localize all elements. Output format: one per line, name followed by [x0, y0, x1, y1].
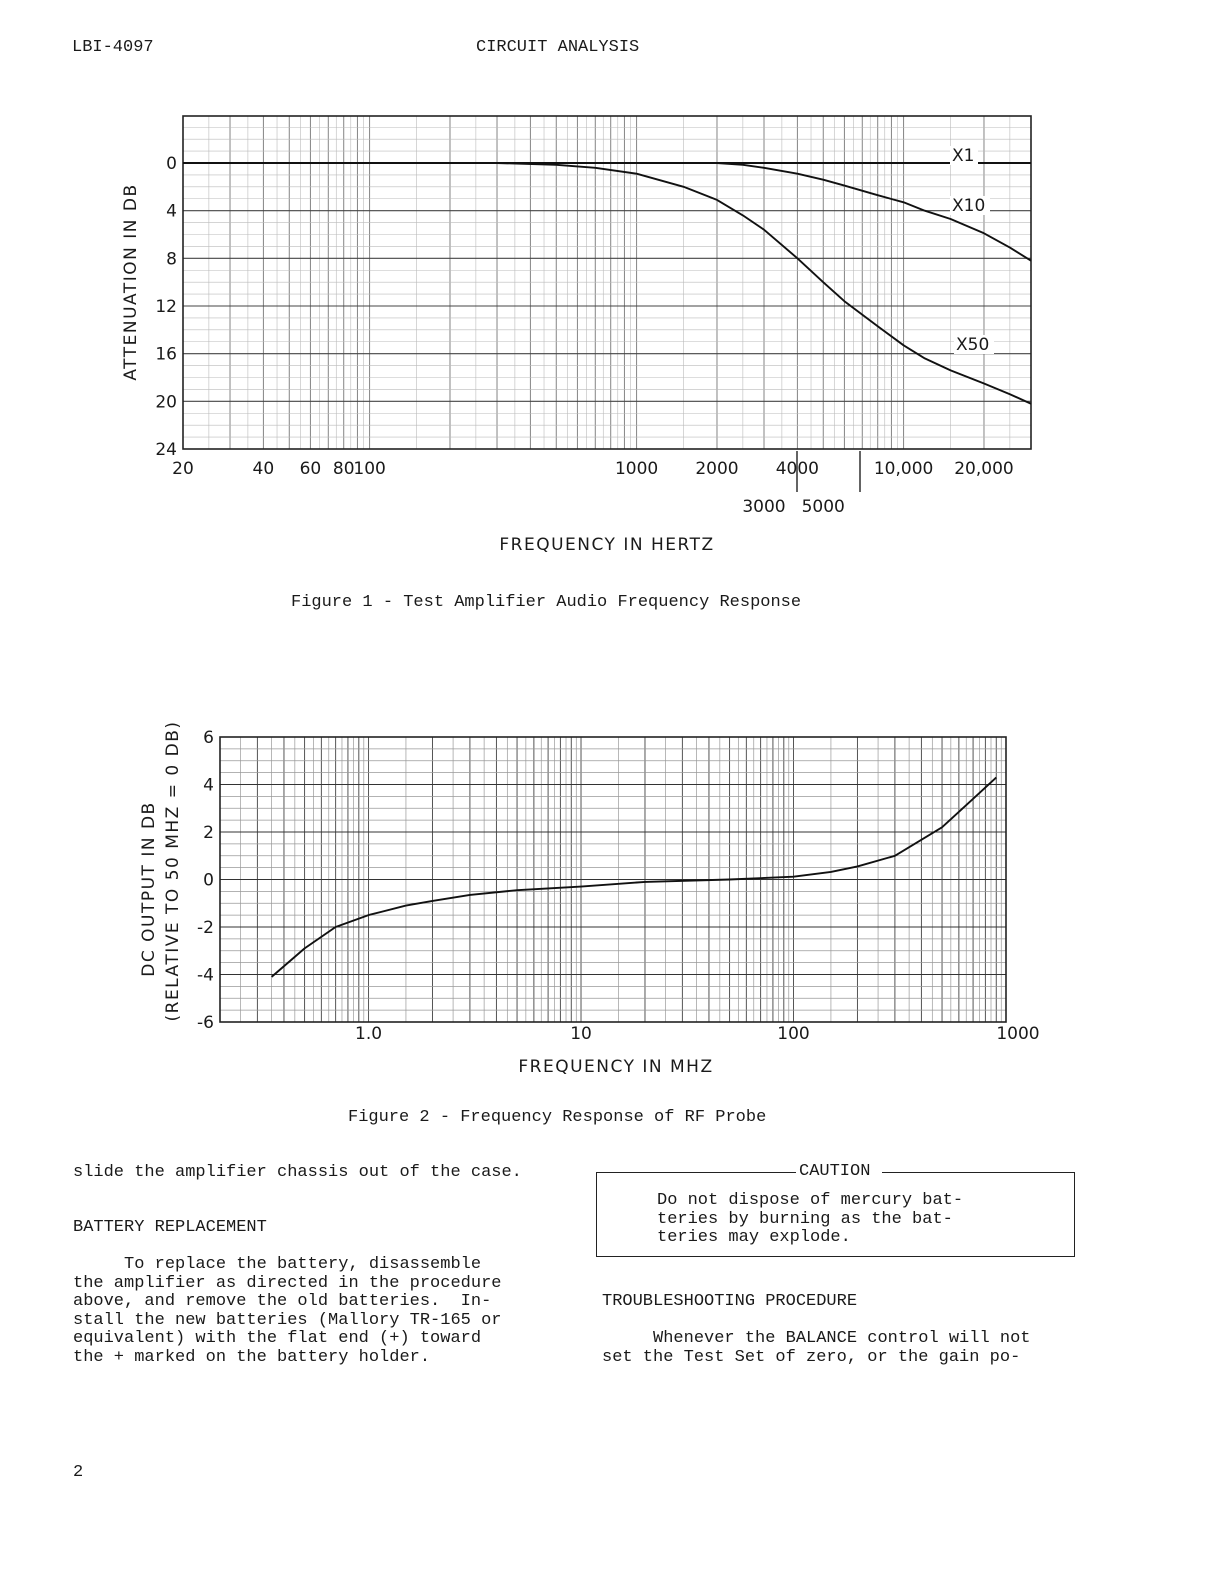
battery-replacement-paragraph: To replace the battery, disassemble the amplifier as directed in the procedure above, and remove the old batteries. In- stall the new batteries (Mallory TR-165 or equivalent) with the flat end (+) toward the + marked on the battery holder. [73, 1255, 502, 1367]
figure1-y-tick-label: 20 [155, 392, 177, 413]
troubleshooting-heading: TROUBLESHOOTING PROCEDURE [602, 1292, 858, 1311]
figure1-x-tick-label: 20 [172, 459, 194, 479]
figure1-y-tick-label: 24 [155, 440, 177, 460]
figure1-x-tick-label: 100 [353, 459, 386, 479]
troubleshooting-paragraph: Whenever the BALANCE control will not set the Test Set of zero, or the gain po- [602, 1329, 1031, 1367]
continuation-text: slide the amplifier chassis out of the case. [73, 1163, 522, 1182]
section-title: CIRCUIT ANALYSIS [476, 38, 640, 57]
figure2-y-axis-label-line1: DC OUTPUT IN DB [139, 801, 159, 977]
figure1-y-axis-label: ATTENUATION IN DB [121, 183, 141, 381]
figure1-x-tick-label: 4000 [775, 459, 819, 479]
figure1-x-tick-label: 80 [332, 459, 355, 479]
figure2-x-tick-label: 10 [570, 1024, 592, 1044]
figure1-y-tick-label: 8 [166, 249, 177, 270]
figure2-y-tick-label: -2 [197, 918, 214, 938]
figure2-y-tick-label: 0 [203, 870, 214, 891]
figure1-y-tick-label: 0 [166, 154, 177, 174]
figure1-caption: Figure 1 - Test Amplifier Audio Frequency Response [291, 593, 802, 612]
figure1-y-tick-label: 12 [155, 297, 177, 317]
figure2-y-tick-label: -4 [197, 965, 214, 986]
figure1-x-tick-label: 10,000 [873, 459, 934, 479]
figure2-chart [0, 690, 1222, 1090]
figure2-caption: Figure 2 - Frequency Response of RF Probe [348, 1108, 767, 1127]
figure1-x-tick-label-lower: 5000 [801, 497, 845, 517]
caution-title: CAUTION [799, 1162, 871, 1181]
figure1-x-axis-label: FREQUENCY IN HERTZ [499, 535, 715, 555]
figure2-y-tick-label: 2 [203, 823, 214, 843]
caution-text: Do not dispose of mercury bat- teries by burning as the bat- teries may explode. [657, 1191, 964, 1247]
figure1-x-tick-label-lower: 3000 [742, 497, 786, 517]
figure2-curves [272, 777, 997, 977]
figure2-x-ticks [355, 1024, 1040, 1044]
battery-replacement-heading: BATTERY REPLACEMENT [73, 1218, 267, 1237]
figure2-y-axis-label-line2: (RELATIVE TO 50 MHZ = 0 DB) [163, 720, 183, 1022]
figure2-x-tick-label: 1.0 [355, 1024, 383, 1044]
figure1-curve-label: X1 [952, 146, 975, 166]
figure1-x-tick-label: 60 [299, 459, 322, 479]
figure1-grid [183, 116, 1031, 449]
figure1-chart [0, 0, 1222, 570]
figure1-x-tick-label: 2000 [695, 459, 739, 479]
figure1-y-tick-label: 4 [166, 201, 177, 222]
figure2-x-axis-label: FREQUENCY IN MHZ [518, 1057, 714, 1077]
figure2-x-tick-label: 1000 [996, 1024, 1040, 1044]
figure2-x-tick-label: 100 [777, 1024, 810, 1044]
figure1-y-ticks [155, 154, 177, 460]
figure2-y-tick-label: 6 [203, 728, 214, 748]
figure2-y-tick-label: -6 [197, 1013, 214, 1033]
figure2-grid [220, 737, 1006, 1022]
figure2-series-rf-probe [272, 777, 997, 977]
figure1-x-tick-label: 40 [252, 459, 275, 479]
figure2-y-tick-label: 4 [203, 775, 214, 796]
figure1-curve-label: X10 [952, 196, 986, 216]
caution-rule-right [882, 1172, 1074, 1173]
caution-rule-left [596, 1172, 796, 1173]
page-number: 2 [73, 1463, 84, 1482]
figure1-x-tick-label: 20,000 [954, 459, 1014, 479]
document-id: LBI-4097 [72, 38, 154, 57]
figure1-curve-label: X50 [956, 335, 990, 355]
figure1-y-tick-label: 16 [155, 344, 177, 365]
figure1-x-ticks [172, 459, 1014, 517]
figure1-x-tick-label: 1000 [614, 459, 659, 479]
figure1-curve-labels [950, 146, 994, 355]
figure2-y-ticks [197, 728, 214, 1033]
